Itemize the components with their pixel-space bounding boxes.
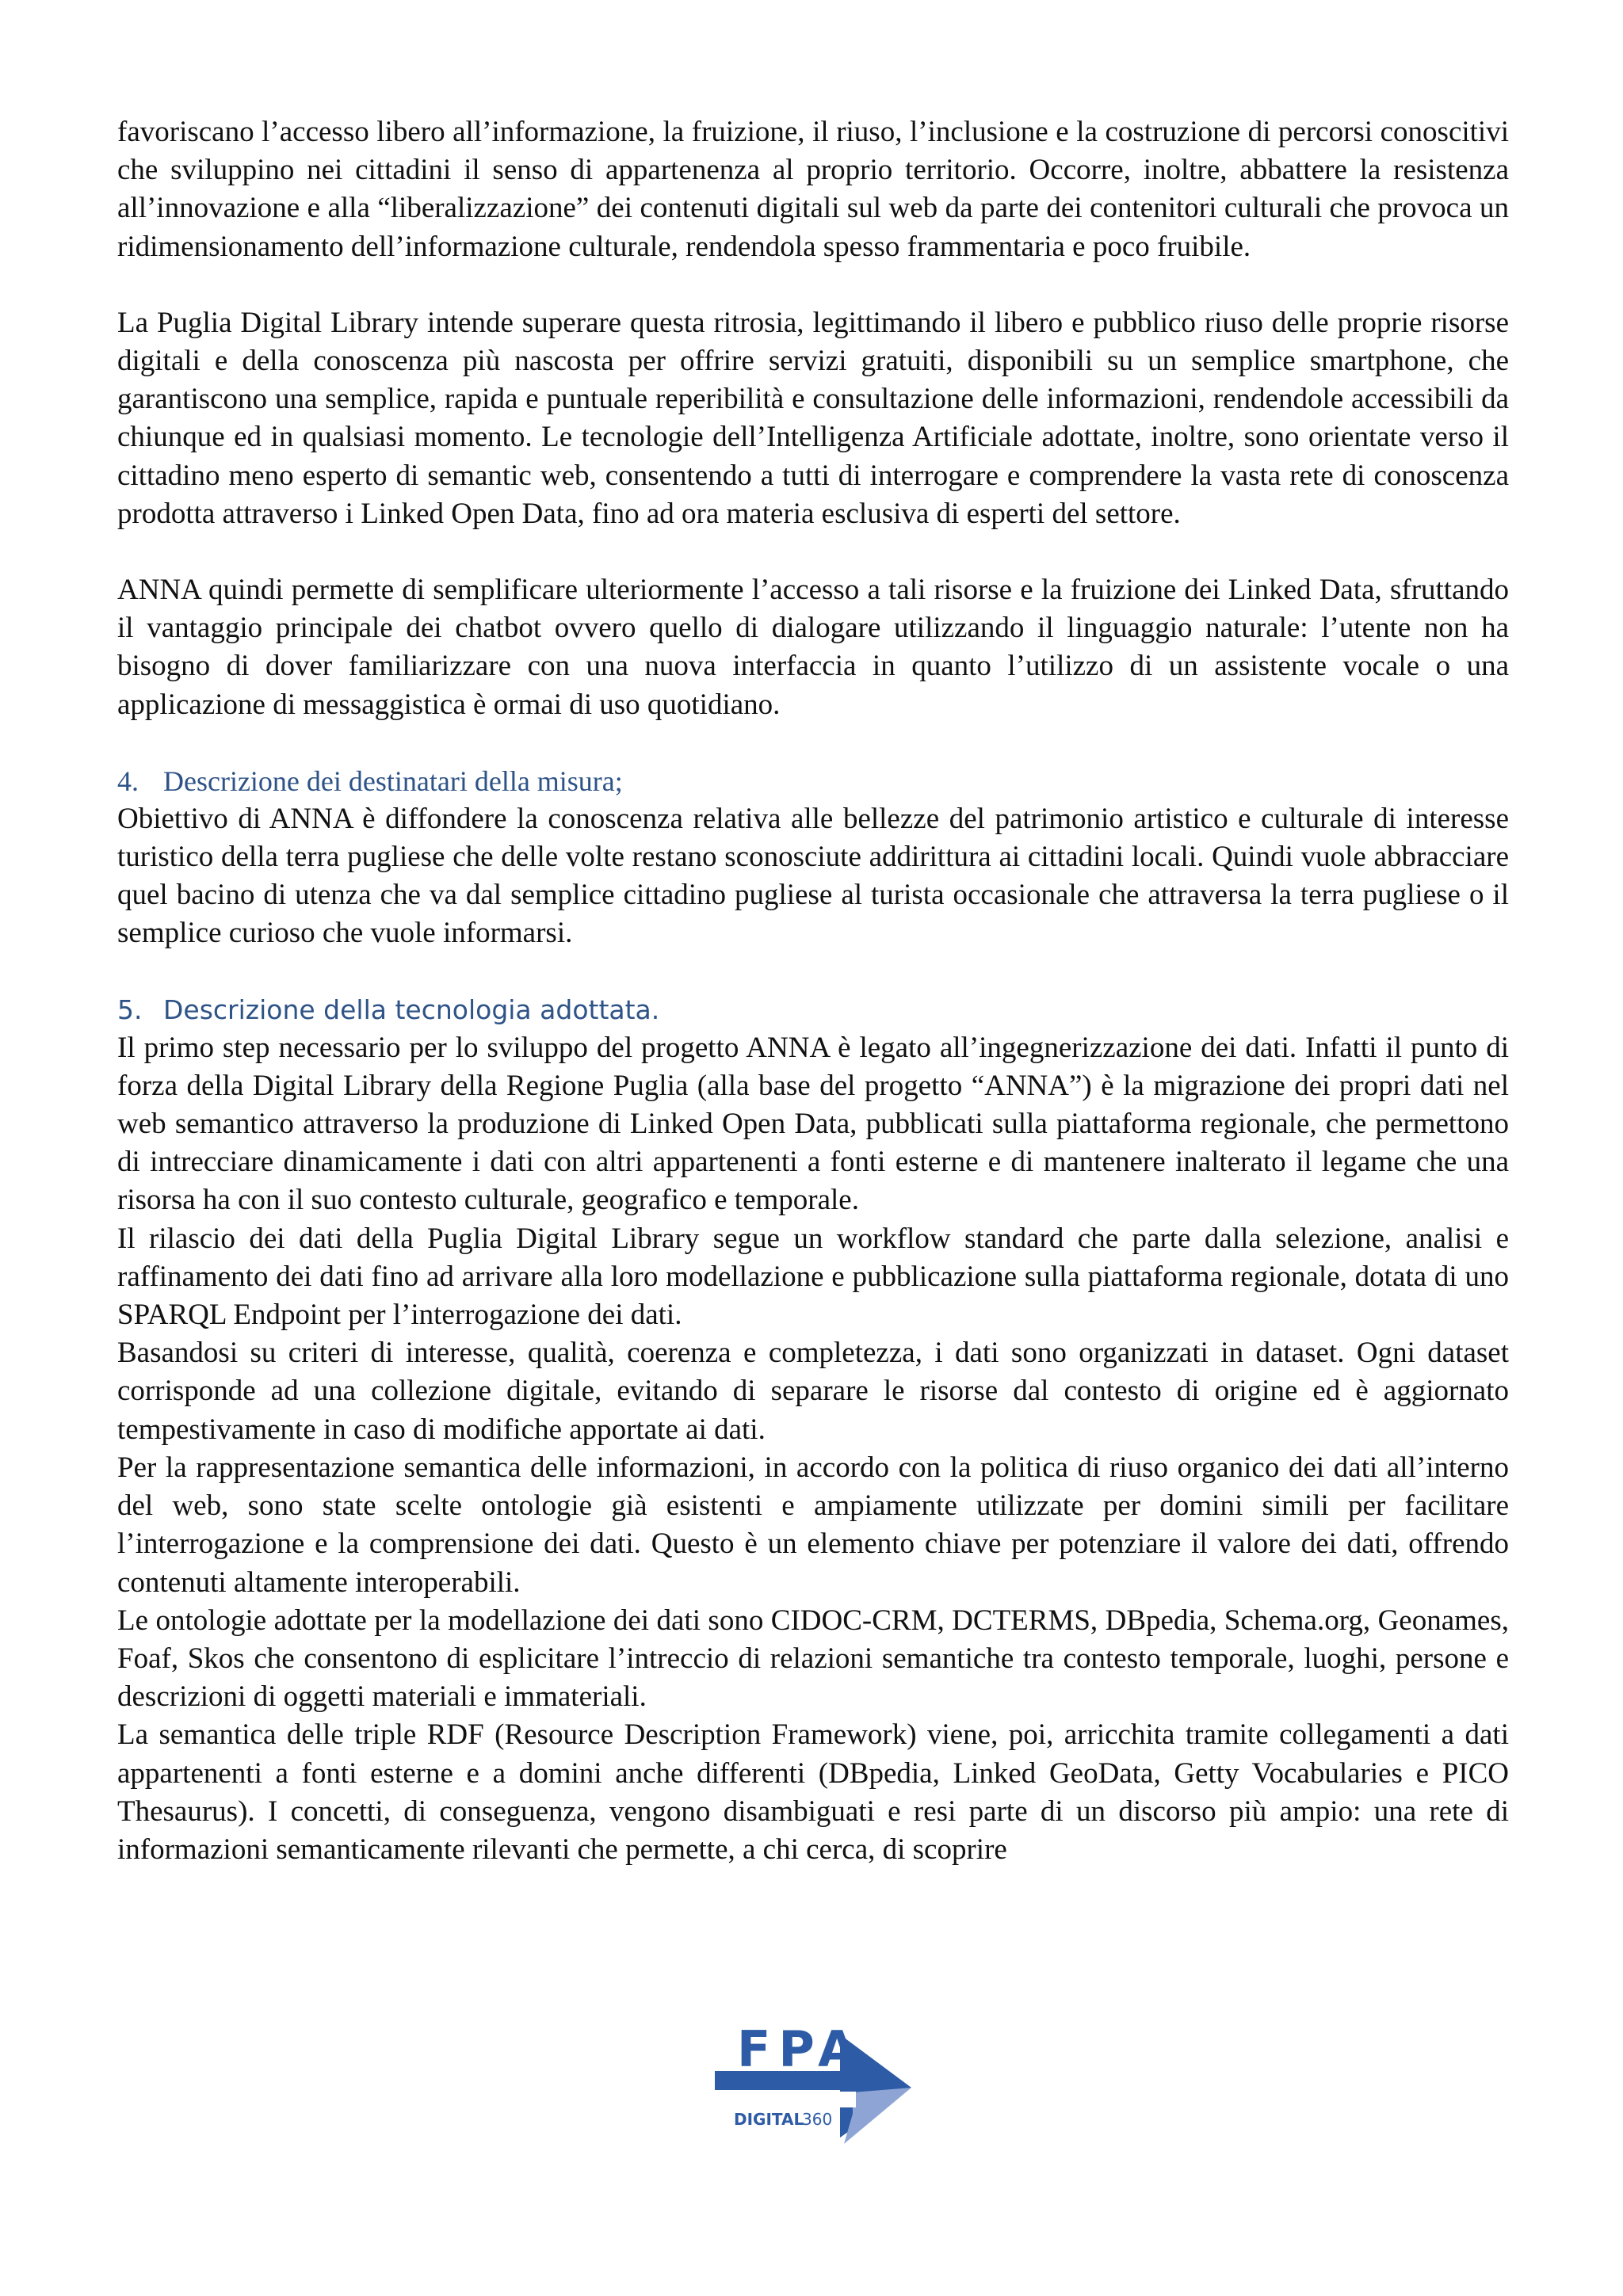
section-number: 4.	[117, 765, 139, 797]
body-paragraph: Obiettivo di ANNA è diffondere la conoscenza relativa alle bellezze del patrimonio artistico e culturale di interesse turistico della terra pugliese che delle volte restano sconosciute addirittura ai cittadini locali. Quindi vuole abbracciare quel bacino di utenza che va dal semplice cittadino pugliese al turista occasionale che attraversa la terra pugliese o il semplice curioso che vuole informarsi.	[117, 802, 1509, 950]
section-number: 5.	[117, 994, 143, 1025]
body-paragraph: Il primo step necessario per lo sviluppo del progetto ANNA è legato all’ingegnerizzazione dei dati. Infatti il punto di forza della Digital Library della Regione Puglia (alla base del progetto “ANNA”) è la migrazione dei propri dati nel web semantico attraverso la produzione di Linked Open Data, pubblicati sulla piattaforma regionale, che permettono di intrecciare dinamicamente i dati con altri appartenenti a fonti esterne e di mantenere inalterato il legame che una risorsa ha con il suo contesto culturale, geografico e temporale.	[117, 1031, 1509, 1217]
logo-fpa-text: FPA	[737, 2020, 865, 2078]
body-paragraph: favoriscano l’accesso libero all’informazione, la fruizione, il riuso, l’inclusione e la costruzione di percorsi conoscitivi che sviluppino nei cittadini il senso di appartenenza al proprio territorio. Occorre, inoltre, abbattere la resistenza all’innovazione e alla “liberalizzazione” dei contenuti digitali sul web da parte dei contenitori culturali che provoca un ridimensionamento dell’informazione culturale, rendendola spesso frammentaria e poco fruibile.	[117, 116, 1509, 263]
body-paragraph: Per la rappresentazione semantica delle informazioni, in accordo con la politica di riuso organico dei dati all’interno del web, sono state scelte ontologie già esistenti e ampiamente utilizzate per domini simili per facilitare l’interrogazione e la comprensione dei dati. Questo è un elemento chiave per potenziare il valore dei dati, offrendo contenuti altamente interoperabili.	[117, 1451, 1509, 1599]
logo-bar-light	[737, 2092, 856, 2107]
section-4-heading	[117, 762, 1509, 800]
body-paragraph: Basandosi su criteri di interesse, qualità, coerenza e completezza, i dati sono organizzati in dataset. Ogni dataset corrisponde ad una collezione digitale, evitando di separare le risorse dal contesto di origine ed è aggiornato tempestivamente in caso di modifiche apportate ai dati.	[117, 1337, 1509, 1446]
logo-digital-text: DIGITAL	[734, 2110, 804, 2129]
body-paragraph: Le ontologie adottate per la modellazione dei dati sono CIDOC-CRM, DCTERMS, DBpedia, Schema.org, Geonames, Foaf, Skos che consentono di esplicitare l’intreccio di relazioni semantiche tra contesto temporale, luoghi, persone e descrizioni di oggetti materiali e immateriali.	[117, 1604, 1509, 1714]
body-paragraph: La semantica delle triple RDF (Resource Description Framework) viene, poi, arricchita tramite collegamenti a dati appartenenti a fonti esterne e a domini anche differenti (DBpedia, Linked GeoData, Getty Vocabularies e PICO Thesaurus). I concetti, di conseguenza, vengono disambiguati e resi parte di un discorso più ampio: una rete di informazioni semanticamente rilevanti che permette, a chi cerca, di scoprire	[117, 1718, 1509, 1866]
fpa-digital360-logo	[713, 2019, 919, 2153]
section-title: Descrizione della tecnologia adottata.	[163, 994, 660, 1025]
body-paragraph: La Puglia Digital Library intende superare questa ritrosia, legittimando il libero e pubblico riuso delle proprie risorse digitali e della conoscenza più nascosta per offrire servizi gratuiti, disponibili su un semplice smartphone, che garantiscono una semplice, rapida e puntuale reperibilità e consultazione delle informazioni, rendendole accessibili da chiunque ed in qualsiasi momento. Le tecnologie dell’Intelligenza Artificiale adottate, inoltre, sono orientate verso il cittadino meno esperto di semantic web, consentendo a tutti di interrogare e comprendere la vasta rete di conoscenza prodotta attraverso i Linked Open Data, fino ad ora materia esclusiva di esperti del settore.	[117, 306, 1509, 530]
section-5-heading	[117, 991, 1509, 1029]
section-title: Descrizione dei destinatari della misura;	[163, 765, 623, 797]
logo-360-text: 360	[802, 2110, 833, 2129]
document-body	[117, 113, 1509, 1869]
body-paragraph: ANNA quindi permette di semplificare ulteriormente l’accesso a tali risorse e la fruizione dei Linked Data, sfruttando il vantaggio principale dei chatbot ovvero quello di dialogare utilizzando il linguaggio naturale: l’utente non ha bisogno di dover familiarizzare con una nuova interfaccia in quanto l’utilizzo di un assistente vocale o una applicazione di messaggistica è ormai di uso quotidiano.	[117, 574, 1509, 721]
body-paragraph: Il rilascio dei dati della Puglia Digital Library segue un workflow standard che parte dalla selezione, analisi e raffinamento dei dati fino ad arrivare alla loro modellazione e pubblicazione sulla piattaforma regionale, dotata di uno SPARQL Endpoint per l’interrogazione dei dati.	[117, 1222, 1509, 1332]
